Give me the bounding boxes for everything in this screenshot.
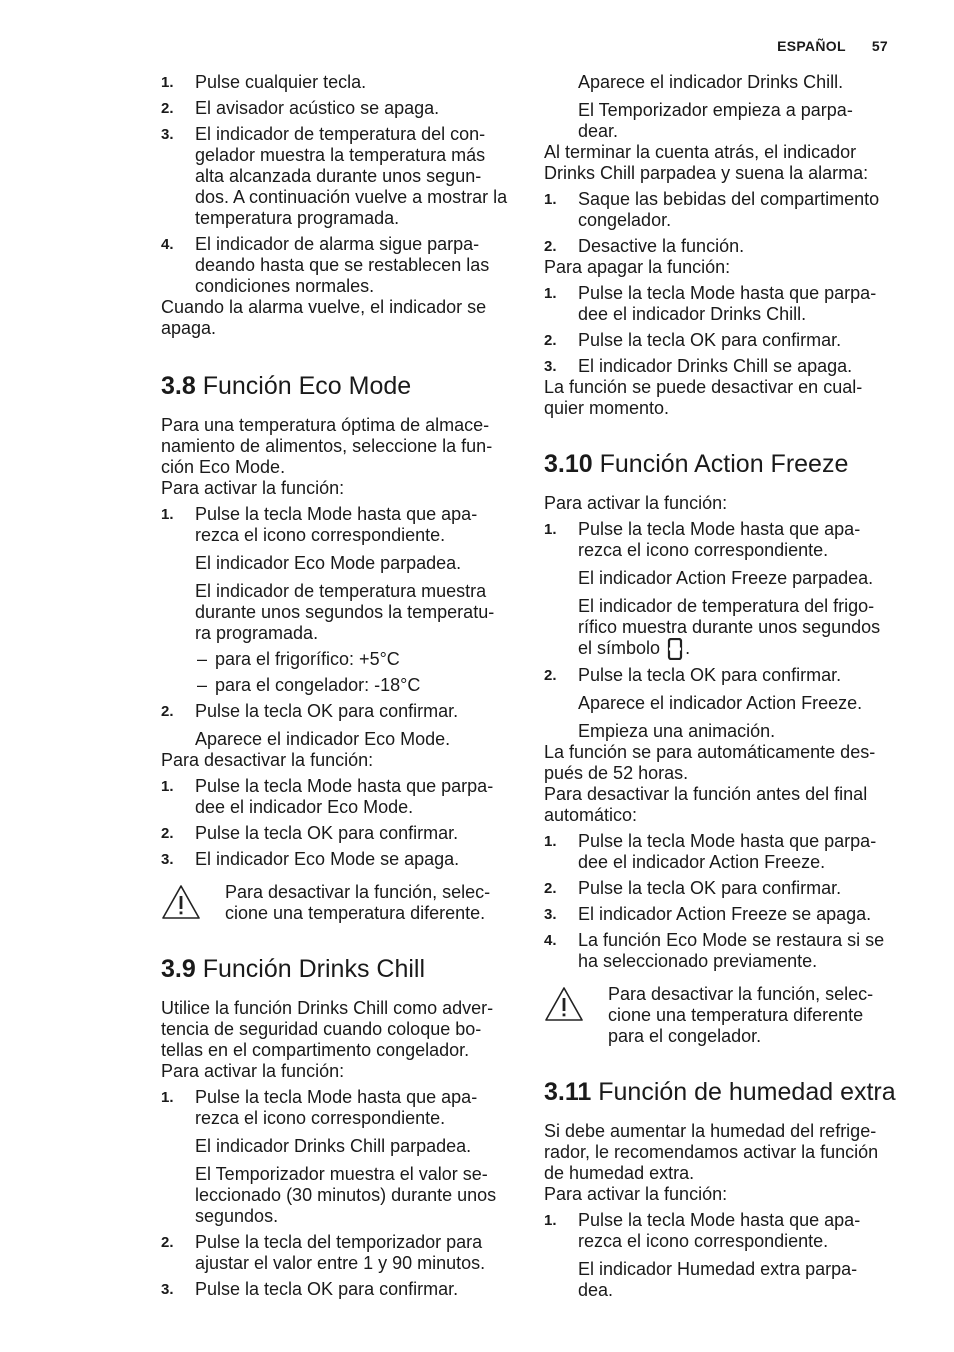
step-number: 1. xyxy=(161,1089,174,1106)
step-text: Pulse la tecla Mode hasta que parpa- dee el indicador Eco Mode. xyxy=(195,776,494,817)
step-note: El indicador de temperatura muestra durante unos segundos la temperatu- ra programada. xyxy=(195,581,495,643)
step-text: El indicador Eco Mode se apaga. xyxy=(195,849,460,869)
list-item xyxy=(544,356,896,377)
step-number: 1. xyxy=(544,521,557,538)
step-number: 4. xyxy=(161,236,174,253)
step-text: Pulse la tecla Mode hasta que apa- rezca el icono correspondiente. xyxy=(195,1087,478,1128)
list-item xyxy=(544,283,896,325)
step-number: 3. xyxy=(544,358,557,375)
step-text: Pulse la tecla OK para confirmar. xyxy=(195,1279,459,1299)
warning-text: Para desactivar la función, selec- cione una temperatura diferente para el congelador. xyxy=(608,984,874,1047)
warning-note xyxy=(544,984,896,1047)
step-note: El indicador Drinks Chill parpadea. xyxy=(195,1136,472,1156)
section-number: 3.9 xyxy=(161,955,196,983)
paragraph: Si debe aumentar la humedad del refrige- rador, le recomendamos activar la función de humedad extra. xyxy=(544,1121,879,1184)
list-item xyxy=(161,701,513,722)
step-text: Saque las bebidas del compartimento congelador. xyxy=(578,189,880,230)
step-number: 2. xyxy=(544,332,557,349)
step-number: 2. xyxy=(161,703,174,720)
list-item xyxy=(161,1232,513,1274)
section-number: 3.11 xyxy=(544,1078,592,1107)
paragraph: Utilice la función Drinks Chill como adver- tencia de seguridad cuando coloque bo- tellas en el compartimento congelador. xyxy=(161,998,494,1060)
step-text: El avisador acústico se apaga. xyxy=(195,98,440,118)
list-item xyxy=(161,98,513,119)
list-item xyxy=(544,519,896,561)
list-item xyxy=(161,234,513,297)
page-header xyxy=(777,38,888,54)
segment-display-symbol-icon xyxy=(667,638,683,660)
header-language: ESPAÑOL xyxy=(777,38,846,54)
list-item xyxy=(161,124,513,229)
step-text: Pulse la tecla Mode hasta que parpa- dee el indicador Action Freeze. xyxy=(578,831,877,873)
step-note: El Temporizador empieza a parpa- dear. xyxy=(578,100,853,141)
right-column xyxy=(544,72,896,1301)
section-title: Función Drinks Chill xyxy=(202,955,426,983)
warning-note xyxy=(161,882,513,924)
section-title: Función de humedad extra xyxy=(598,1078,896,1107)
step-text: El indicador Drinks Chill se apaga. xyxy=(578,356,853,376)
list-item xyxy=(544,930,896,972)
step-text: El indicador Action Freeze se apaga. xyxy=(578,904,872,925)
list-item xyxy=(544,236,896,257)
paragraph: Para desactivar la función antes del final automático: xyxy=(544,784,868,826)
list-item xyxy=(161,72,513,93)
paragraph: La función se puede desactivar en cual- quier momento. xyxy=(544,377,863,418)
step-text: Pulse la tecla OK para confirmar. xyxy=(578,878,842,899)
step-number: 3. xyxy=(544,906,557,924)
paragraph: Para activar la función: xyxy=(161,478,345,498)
section-heading-3-8 xyxy=(161,371,513,401)
step-text: Pulse la tecla OK para confirmar. xyxy=(578,665,842,686)
dash-item: – para el frigorífico: +5°C xyxy=(161,649,513,670)
warning-icon xyxy=(161,884,201,920)
step-number: 3. xyxy=(161,126,174,143)
step-text: Pulse la tecla OK para confirmar. xyxy=(578,330,842,350)
section-title: Función Action Freeze xyxy=(599,450,849,478)
list-item xyxy=(544,1210,896,1252)
step-text-end: . xyxy=(685,638,691,658)
list-item xyxy=(161,504,513,546)
step-text: Pulse la tecla Mode hasta que apa- rezca el icono correspondiente. xyxy=(195,504,478,545)
step-number: 1. xyxy=(544,833,557,851)
list-item xyxy=(544,878,896,899)
step-note: El indicador Action Freeze parpadea. xyxy=(578,568,874,588)
step-number: 2. xyxy=(544,238,557,255)
step-text: Pulse la tecla OK para confirmar. xyxy=(195,823,459,843)
step-text: Pulse la tecla Mode hasta que apa- rezca el icono correspondiente. xyxy=(578,519,861,560)
step-number: 3. xyxy=(161,851,174,868)
paragraph: Para activar la función: xyxy=(544,493,728,513)
paragraph: Para apagar la función: xyxy=(544,257,731,277)
step-number: 1. xyxy=(161,506,174,523)
paragraph: Al terminar la cuenta atrás, el indicador Drinks Chill parpadea y suena la alarma: xyxy=(544,142,869,183)
section-heading-3-10 xyxy=(544,449,896,479)
step-number: 1. xyxy=(161,778,174,795)
list-item xyxy=(161,776,513,818)
list-item xyxy=(544,665,896,686)
alarm-note: Cuando la alarma vuelve, el indicador se apaga. xyxy=(161,297,487,338)
step-number: 2. xyxy=(161,100,174,117)
warning-text: Para desactivar la función, selec- cione una temperatura diferente. xyxy=(225,882,491,923)
paragraph: Para desactivar la función: xyxy=(161,750,374,770)
step-text: El indicador de temperatura del frigo- rífico muestra durante unos segundos el símbolo xyxy=(578,596,881,658)
dash-item: – para el congelador: -18°C xyxy=(161,675,513,696)
step-number: 2. xyxy=(161,1234,174,1251)
step-number: 1. xyxy=(544,285,557,302)
step-number: 4. xyxy=(544,932,557,950)
list-item xyxy=(544,904,896,925)
paragraph: Para activar la función: xyxy=(161,1061,345,1081)
step-text: Pulse la tecla Mode hasta que apa- rezca el icono correspondiente. xyxy=(578,1210,861,1252)
paragraph: La función se para automáticamente des- pués de 52 horas. xyxy=(544,742,876,784)
list-item xyxy=(544,831,896,873)
page-number: 57 xyxy=(871,38,888,54)
list-item xyxy=(161,1279,513,1300)
step-number: 2. xyxy=(544,880,557,898)
paragraph: Para activar la función: xyxy=(544,1184,728,1205)
section-number: 3.10 xyxy=(544,450,593,478)
warning-icon xyxy=(544,986,584,1022)
step-text: Desactive la función. xyxy=(578,236,745,256)
step-number: 1. xyxy=(161,74,174,91)
list-item xyxy=(161,849,513,870)
left-column xyxy=(161,72,513,1300)
list-item xyxy=(161,1087,513,1129)
section-heading-3-11 xyxy=(544,1077,896,1107)
step-text: Pulse cualquier tecla. xyxy=(195,72,367,92)
step-text: El indicador de temperatura del con- gelador muestra la temperatura más alta alcanzada durante unos segun- dos. A continuación vuelve a mostrar la temperatura programada. xyxy=(195,124,508,228)
step-number: 1. xyxy=(544,191,557,208)
step-text: Pulse la tecla del temporizador para ajustar el valor entre 1 y 90 minutos. xyxy=(195,1232,486,1273)
section-heading-3-9 xyxy=(161,954,513,984)
section-title: Función Eco Mode xyxy=(202,372,412,400)
step-text: Pulse la tecla OK para confirmar. xyxy=(195,701,459,721)
step-note: El indicador Humedad extra parpa- dea. xyxy=(578,1259,858,1301)
step-number: 3. xyxy=(161,1281,174,1298)
step-note xyxy=(544,596,896,660)
step-note: El Temporizador muestra el valor se- leccionado (30 minutos) durante unos segundos. xyxy=(195,1164,497,1226)
step-note: Empieza una animación. xyxy=(578,721,776,742)
step-number: 1. xyxy=(544,1212,557,1230)
step-text: La función Eco Mode se restaura si se ha seleccionado previamente. xyxy=(578,930,885,972)
step-text: Pulse la tecla Mode hasta que parpa- dee el indicador Drinks Chill. xyxy=(578,283,877,324)
step-number: 2. xyxy=(161,825,174,842)
paragraph: Para una temperatura óptima de almace- namiento de alimentos, seleccione la fun- ción Eco Mode. xyxy=(161,415,493,477)
step-note: Aparece el indicador Eco Mode. xyxy=(195,729,451,749)
step-note: El indicador Eco Mode parpadea. xyxy=(195,553,462,573)
list-item xyxy=(161,823,513,844)
step-text: El indicador de alarma sigue parpa- deando hasta que se restablecen las condiciones normales. xyxy=(195,234,490,296)
step-note: Aparece el indicador Action Freeze. xyxy=(578,693,863,714)
step-number: 2. xyxy=(544,667,557,685)
list-item xyxy=(544,189,896,231)
step-note: Aparece el indicador Drinks Chill. xyxy=(578,72,844,92)
list-item xyxy=(544,330,896,351)
section-number: 3.8 xyxy=(161,372,196,400)
